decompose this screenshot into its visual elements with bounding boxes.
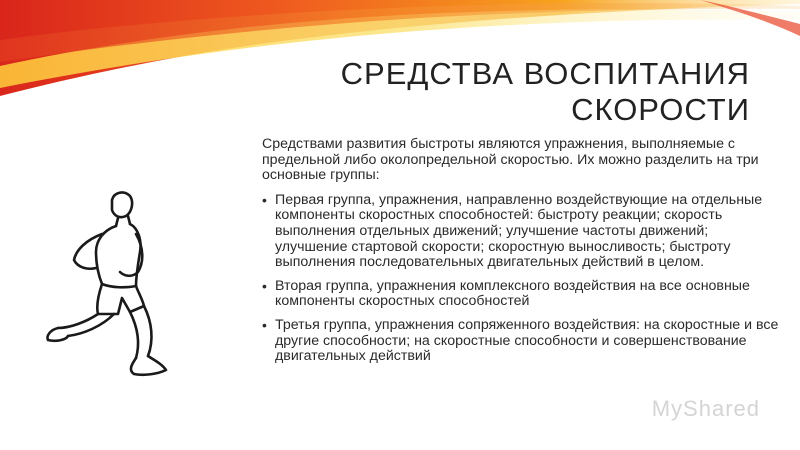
runner-icon [40, 188, 180, 388]
list-item: • Первая группа, упражнения, направленно воздействующие на отдельные компоненты скоростных способностей: быстроту реакции; скорость выполнения отдельных движений; улучшение частоты движений; улучшение стартовой скорости; скоростную выносливость; быстроту выполнения последовательных двигательных действий в целом. [262, 193, 784, 271]
body-text [262, 137, 784, 373]
slide-title [290, 56, 750, 128]
intro-paragraph: Средствами развития быстроты являются упражнения, выполняемые с предельной либо околопредельной скоростью. Их можно разделить на три основные группы: [262, 136, 759, 184]
title-line-1: СРЕДСТВА ВОСПИТАНИЯ [340, 56, 750, 91]
title-line-2: СКОРОСТИ [571, 92, 750, 127]
groups-list [262, 193, 784, 365]
list-item: • Третья группа, упражнения сопряженного воздействия: на скоростные и все другие способности; на скоростные способности и совершенствование двигательных действий [262, 318, 784, 365]
watermark: MyShared [651, 396, 760, 421]
list-item: • Вторая группа, упражнения комплексного воздействия на все основные компоненты скоростных способностей [262, 279, 784, 310]
